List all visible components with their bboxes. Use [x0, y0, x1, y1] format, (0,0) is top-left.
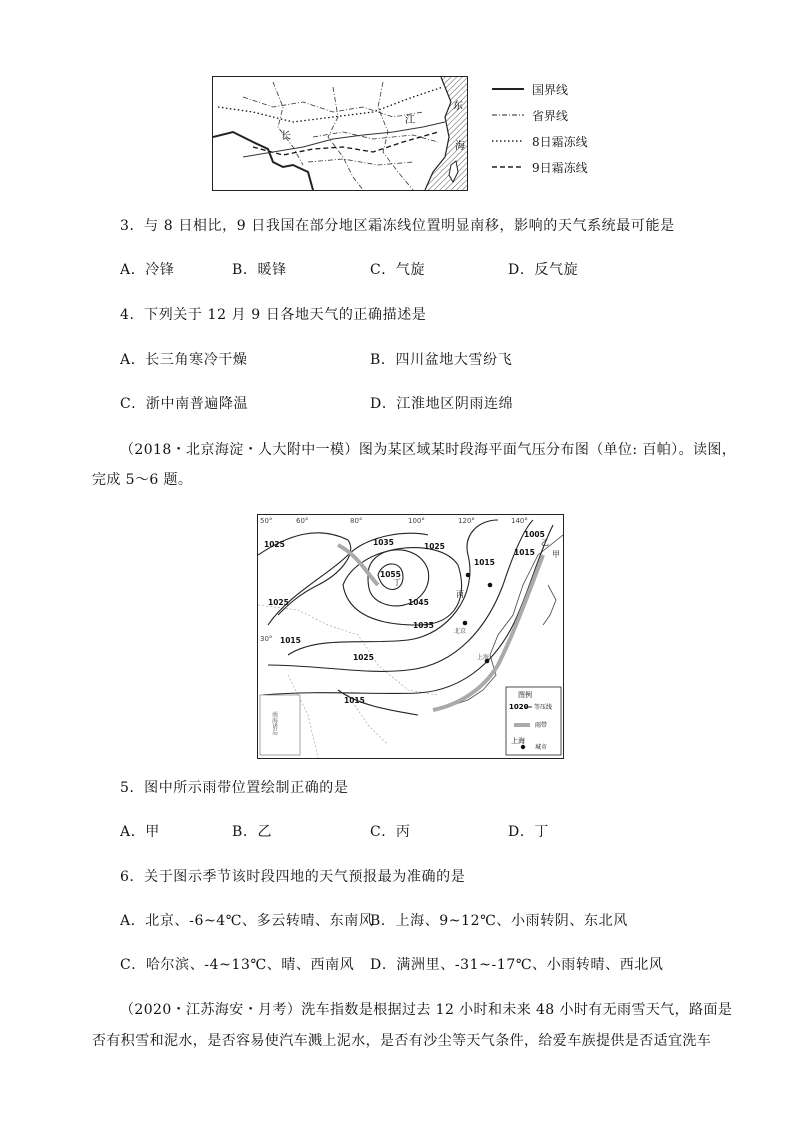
national-border [213, 132, 313, 190]
lon-label: 50° [260, 517, 273, 525]
q6-option-a[interactable]: A．北京、-6~4℃、多云转晴、东南风 [120, 913, 374, 929]
question-6-stem: 6．关于图示季节该时段四地的天气预报最为准确的是 [120, 869, 466, 885]
legend-isobar-value: 1020 [509, 703, 529, 711]
isobar-label: 1045 [408, 598, 429, 607]
lon-label: 120° [458, 517, 475, 525]
q6-option-c[interactable]: C．哈尔滨、-4~13℃、晴、西南风 [120, 957, 355, 973]
q4-option-a[interactable]: A．长三角寒冷干燥 [120, 352, 248, 368]
isobar-label: 1005 [524, 530, 545, 539]
point-yi: 乙 [541, 538, 549, 547]
question-3-stem: 3．与 8 日相比，9 日我国在部分地区霜冻线位置明显南移，影响的天气系统最可能是 [120, 218, 675, 234]
sea-area [425, 77, 467, 190]
question-5-stem: 5．图中所示雨带位置绘制正确的是 [120, 780, 349, 796]
city-dot [466, 573, 471, 578]
q3-option-c[interactable]: C．气旋 [370, 262, 426, 278]
lon-label: 80° [350, 517, 363, 525]
lat-label: 30° [260, 635, 273, 643]
q6-option-d[interactable]: D．满洲里、-31~-17℃、小雨转晴、西北风 [370, 957, 664, 973]
city-dot [488, 583, 493, 588]
sea-label-dong: 东 [453, 101, 463, 112]
legend-title: 图例 [518, 691, 532, 699]
frost-line-map-graphic [213, 77, 467, 190]
south-sea-inset [260, 695, 300, 755]
point-ding: 丁 [393, 578, 401, 587]
q4-option-c[interactable]: C．浙中南普遍降温 [120, 396, 249, 412]
legend-label: 8日霜冻线 [532, 135, 588, 149]
isobar-label: 1015 [514, 548, 535, 557]
river-label-chang: 长 [281, 131, 291, 142]
frost-map-legend [492, 80, 622, 180]
sea-label-hai: 海 [455, 141, 465, 152]
isobar-label: 1015 [474, 558, 495, 567]
legend-label: 9日霜冻线 [532, 161, 588, 175]
legend-city-label: 城市 [535, 744, 548, 751]
isobar-label: 1015 [344, 696, 365, 705]
legend-national-border [492, 80, 632, 100]
isobar-label: 1035 [413, 621, 434, 630]
lon-label: 140° [511, 517, 528, 525]
isobar-label: 1025 [264, 540, 285, 549]
q5-option-b[interactable]: B．乙 [232, 824, 273, 840]
q3-option-d[interactable]: D．反气旋 [508, 262, 579, 278]
legend-frost-8th [492, 132, 632, 152]
q4-option-d[interactable]: D．江淮地区阴雨连绵 [370, 396, 514, 412]
isobar-label: 1015 [280, 636, 301, 645]
legend-frost-9th [492, 158, 632, 178]
frost-line-map [212, 76, 468, 191]
q5-option-a[interactable]: A．甲 [120, 824, 160, 840]
city-label-beijing: 北京 [454, 628, 467, 635]
question-4-stem: 4．下列关于 12 月 9 日各地天气的正确描述是 [120, 307, 427, 323]
point-bing: 丙 [456, 590, 464, 599]
intro-5-6-line2: 完成 5～6 题。 [92, 472, 193, 488]
legend-rain-label: 雨带 [535, 722, 548, 729]
q5-option-d[interactable]: D．丁 [508, 824, 550, 840]
south-sea-label: 南海诸岛 [270, 711, 278, 735]
city-label-shanghai: 上海 [477, 654, 490, 661]
legend-isobar-label: 等压线 [534, 704, 553, 711]
q6-option-b[interactable]: B．上海、9~12℃、小雨转阴、东北风 [370, 913, 628, 929]
q4-option-b[interactable]: B．四川盆地大雪纷飞 [370, 352, 513, 368]
isobar-map-graphic [258, 515, 563, 758]
legend-city-name: 上海 [511, 737, 525, 745]
intro-car-wash-line1: （2020・江苏海安・月考）洗车指数是根据过去 12 小时和未来 48 小时有无雨雪天气，路面是 [120, 1002, 733, 1018]
isobar-map [257, 514, 564, 759]
isobar-label: 1025 [424, 542, 445, 551]
isobar-label: 1025 [268, 598, 289, 607]
intro-5-6-line1: （2018・北京海淀・人大附中一模）图为某区域某时段海平面气压分布图（单位: 百帕）。读图， [120, 442, 737, 458]
q3-option-b[interactable]: B．暖锋 [232, 262, 287, 278]
isobar-label: 1025 [353, 653, 374, 662]
lon-label: 60° [296, 517, 309, 525]
intro-car-wash-line2: 否有积雪和泥水，是否容易使汽车溅上泥水，是否有沙尘等天气条件，给爱车族提供是否适宜洗车 [92, 1033, 712, 1049]
q5-option-c[interactable]: C．丙 [370, 824, 411, 840]
legend-label: 省界线 [532, 109, 569, 123]
lon-label: 100° [408, 517, 425, 525]
legend-label: 国界线 [532, 83, 569, 97]
river-label-jiang: 江 [405, 115, 415, 126]
isobar-label: 1035 [373, 538, 394, 547]
isobar-label: 1055 [380, 570, 401, 579]
q3-option-a[interactable]: A．冷锋 [120, 262, 175, 278]
point-jia: 甲 [552, 550, 560, 559]
city-dot [463, 621, 468, 626]
legend-province-border [492, 106, 632, 126]
